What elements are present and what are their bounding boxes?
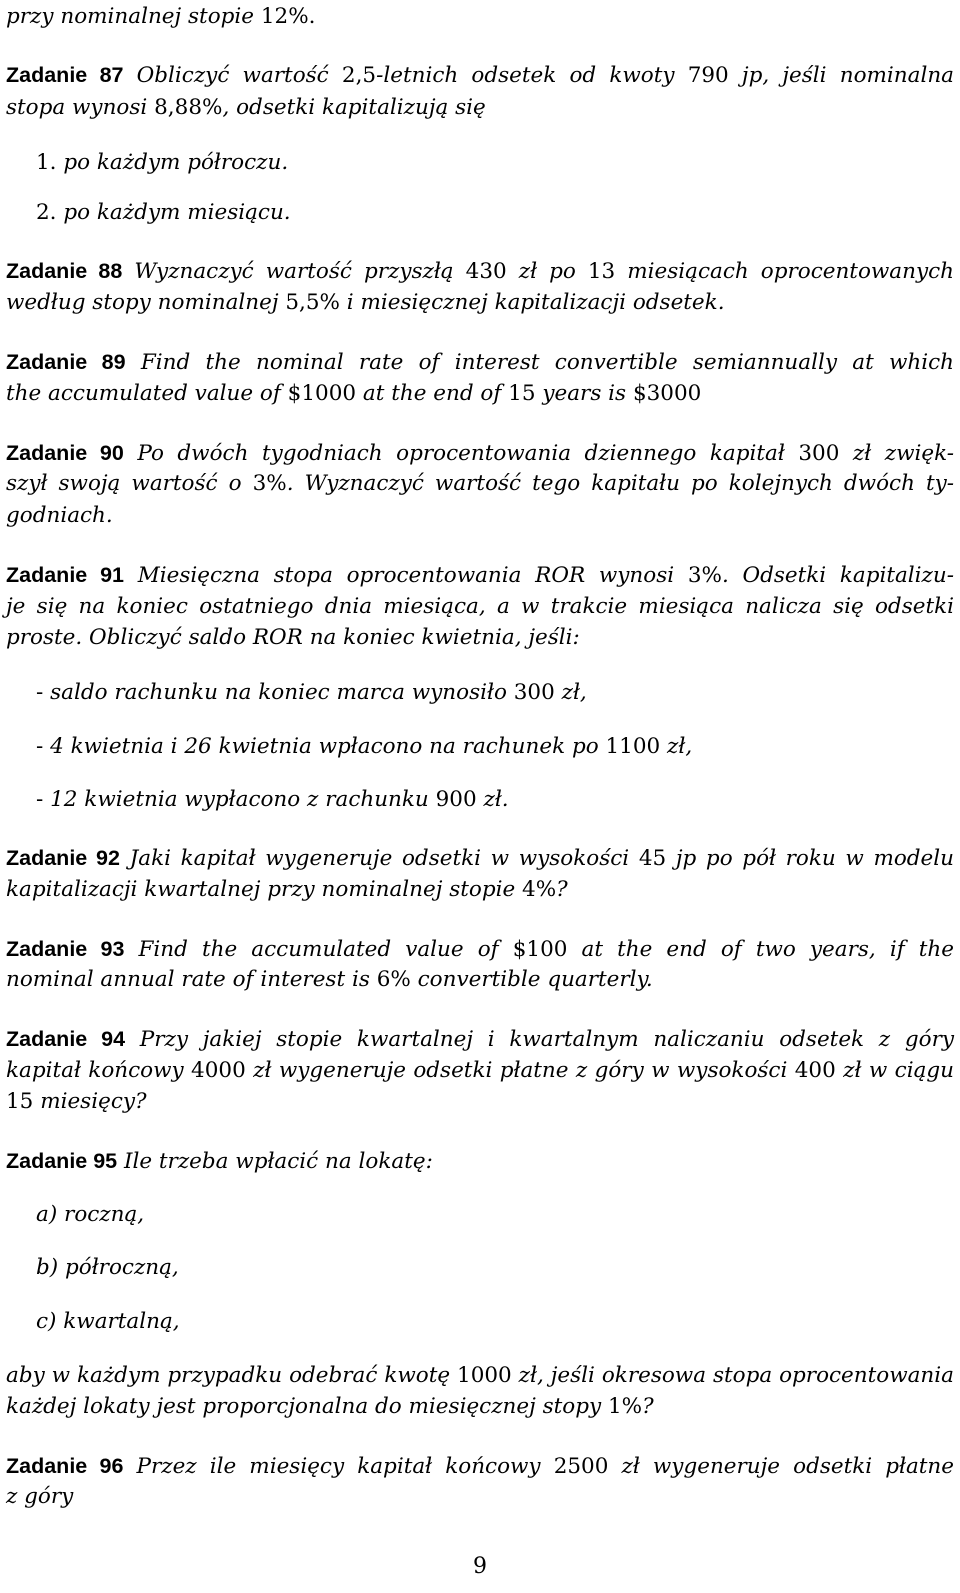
text-span: przy nominalnej stopie [6, 4, 261, 29]
text-span: 3% [252, 471, 287, 496]
text-span: kwartalną, [63, 1309, 180, 1334]
text-line [36, 785, 954, 815]
text-span: 2. [36, 200, 64, 225]
text-span: aby w każdym przypadku odebrać kwotę [6, 1363, 458, 1388]
text-span: kapitał końcowy [6, 1058, 192, 1083]
text-span: zł w ciągu [835, 1058, 955, 1083]
text-span: miesiącach oprocentowanych [615, 259, 954, 284]
text-line [6, 965, 954, 995]
text-span: 45 [638, 846, 667, 871]
text-span: 4000 [191, 1058, 246, 1083]
text-span: Obliczyć wartość [123, 63, 342, 88]
text-span: Przy jakiej stopie kwartalnej i kwartalnym naliczaniu odsetek z góry [125, 1027, 954, 1052]
text-span: convertible quarterly. [410, 967, 653, 992]
text-line [6, 875, 954, 905]
text-line [36, 1307, 954, 1337]
text-span: c) [36, 1309, 64, 1334]
text-line [6, 843, 954, 874]
text-line [36, 678, 954, 708]
text-span: Find the nominal rate of interest convertible semiannually at which [125, 350, 954, 375]
text-span: 4% [522, 877, 557, 902]
text-span: 3% [687, 563, 722, 588]
text-line [6, 1361, 954, 1391]
text-span: roczną, [64, 1202, 145, 1227]
text-span: ? [556, 877, 568, 902]
text-span: 12 kwietnia wypłacono z rachunku [50, 787, 436, 812]
text-span: $100 [512, 937, 568, 962]
text-span: a) [36, 1202, 65, 1227]
text-span: 4 kwietnia i 26 kwietnia wpłacono na rachunek po [50, 734, 606, 759]
exercise-label: Zadanie 96 [6, 1454, 124, 1478]
text-line [6, 1024, 954, 1055]
text-span: 2,5 [341, 63, 377, 88]
text-span: 15 [508, 381, 536, 406]
text-span: szył swoją wartość o [6, 471, 253, 496]
exercise-label: Zadanie 89 [6, 350, 126, 374]
text-line [6, 1056, 954, 1086]
text-span: b) [36, 1255, 65, 1280]
text-span: Wyznaczyć wartość przyszłą [122, 259, 466, 284]
text-line [6, 623, 954, 653]
text-span: years is [535, 381, 633, 406]
text-span: ? [642, 1394, 654, 1419]
text-line [6, 2, 954, 32]
text-span: Find the accumulated value of [124, 937, 513, 962]
text-span: proste. Obliczyć saldo ROR na koniec kwietnia, jeśli: [6, 625, 580, 650]
text-span: 1100 [605, 734, 661, 759]
text-span: 300 [798, 441, 840, 466]
text-line [6, 501, 954, 531]
text-line [6, 347, 954, 378]
text-line [6, 1451, 954, 1482]
text-span: - [36, 787, 51, 812]
text-line [6, 1482, 954, 1512]
text-span: 300 [513, 680, 555, 705]
exercise-label: Zadanie 95 [6, 1149, 118, 1173]
text-span: półroczną, [65, 1255, 179, 1280]
text-span: $1000 [287, 381, 357, 406]
text-span: 1000 [457, 1363, 512, 1388]
text-span: 790 [687, 63, 729, 88]
text-line [6, 379, 954, 409]
text-span: Przez ile miesięcy kapitał końcowy [123, 1454, 554, 1479]
text-line [36, 732, 954, 762]
text-line [6, 1392, 954, 1422]
text-line [6, 469, 954, 499]
text-span: zł. [476, 787, 509, 812]
text-span: każdej lokaty jest proporcjonalna do miesięcznej stopy [6, 1394, 608, 1419]
text-line [6, 934, 954, 965]
text-span: $3000 [632, 381, 702, 406]
exercise-label: Zadanie 88 [6, 259, 123, 283]
text-span: Po dwóch tygodniach oprocentowania dziennego kapitał [123, 441, 799, 466]
text-span: jp po pół roku w modelu [666, 846, 954, 871]
text-span: the accumulated value of [6, 381, 288, 406]
text-span: zł wygeneruje odsetki płatne [608, 1454, 954, 1479]
text-span: 13 [587, 259, 616, 284]
text-span: at the end of [356, 381, 509, 406]
text-span: 900 [435, 787, 477, 812]
text-span: , odsetki kapitalizują się [222, 95, 486, 120]
text-line [6, 60, 954, 91]
text-span: zł, [554, 680, 587, 705]
text-span: po każdym półroczu. [63, 150, 289, 175]
text-line [36, 1200, 954, 1230]
text-span: je się na koniec ostatniego dnia miesiąca, a w trakcie miesiąca nalicza się odsetki [6, 594, 954, 619]
text-span: . Wyznaczyć wartość tego kapitału po kolejnych dwóch ty- [286, 471, 955, 496]
text-span: -letnich odsetek od kwoty [376, 63, 688, 88]
exercise-label: Zadanie 94 [6, 1027, 126, 1051]
text-span: zł zwięk- [839, 441, 954, 466]
page-number: 9 [473, 1554, 487, 1579]
text-span: kapitalizacji kwartalnej przy nominalnej stopie [6, 877, 523, 902]
text-line [36, 198, 954, 228]
text-span: zł, jeśli okresowa stopa oprocentowania [511, 1363, 954, 1388]
text-span: 1% [607, 1394, 643, 1419]
text-span: . Odsetki kapitalizu- [721, 563, 954, 588]
text-line [6, 1087, 954, 1117]
text-span: 6% [376, 967, 411, 992]
text-span: Ile trzeba wpłacić na lokatę: [117, 1149, 433, 1174]
text-span: po każdym miesiącu. [63, 200, 291, 225]
text-line [6, 1146, 954, 1177]
text-span: Jaki kapitał wygeneruje odsetki w wysokości [119, 846, 639, 871]
text-span: 5,5% [285, 290, 340, 315]
text-span: - [36, 734, 51, 759]
text-span: 8,88% [154, 95, 223, 120]
text-span: godniach. [6, 503, 113, 528]
text-line [6, 288, 954, 318]
text-span: 430 [465, 259, 507, 284]
text-span: jp, jeśli nominalna [728, 63, 955, 88]
text-line [6, 438, 954, 469]
text-span: 400 [794, 1058, 836, 1083]
text-span: z góry [6, 1484, 74, 1509]
text-span: miesięcy? [33, 1089, 147, 1114]
text-span: zł po [506, 259, 588, 284]
exercise-label: Zadanie 91 [6, 563, 124, 587]
text-line [6, 256, 954, 287]
text-span: saldo rachunku na koniec marca wynosiło [50, 680, 514, 705]
text-span: 15 [6, 1089, 34, 1114]
text-span: i miesięcznej kapitalizacji odsetek. [339, 290, 725, 315]
text-span: 12%. [260, 4, 316, 29]
text-span: Miesięczna stopa oprocentowania ROR wynosi [124, 563, 688, 588]
text-span: 2500 [553, 1454, 609, 1479]
text-span: zł, [660, 734, 693, 759]
text-line [6, 93, 954, 123]
text-line [6, 592, 954, 622]
text-span: at the end of two years, if the [567, 937, 954, 962]
text-line [36, 148, 954, 178]
text-line [6, 560, 954, 591]
text-span: zł wygeneruje odsetki płatne z góry w wysokości [245, 1058, 795, 1083]
exercise-label: Zadanie 87 [6, 63, 124, 87]
exercise-label: Zadanie 93 [6, 937, 125, 961]
text-line [36, 1253, 954, 1283]
text-span: 1. [36, 150, 64, 175]
text-span: stopa wynosi [6, 95, 155, 120]
exercise-label: Zadanie 90 [6, 441, 124, 465]
text-span: - [36, 680, 51, 705]
text-span: według stopy nominalnej [6, 290, 286, 315]
exercise-label: Zadanie 92 [6, 846, 120, 870]
text-span: nominal annual rate of interest is [6, 967, 377, 992]
